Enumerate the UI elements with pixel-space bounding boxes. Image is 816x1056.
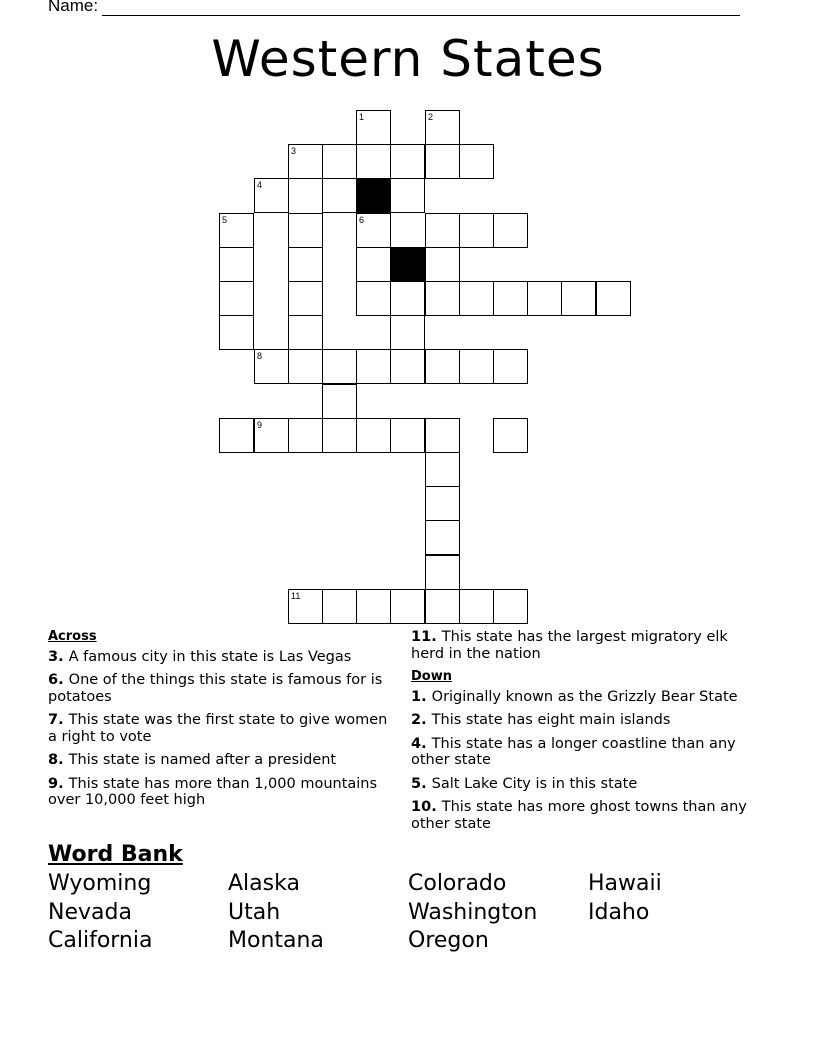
crossword-cell[interactable] (459, 213, 494, 248)
clue-across-11: 11. This state has the largest migratory elk herd in the nation (411, 629, 728, 662)
crossword-cell[interactable] (390, 281, 425, 316)
crossword-cell[interactable] (322, 384, 357, 419)
word-bank (48, 872, 768, 954)
crossword-cell[interactable] (390, 178, 425, 213)
clue-number-label: 4 (257, 180, 263, 190)
clue-number-label: 1 (359, 112, 365, 122)
clue-across-6: 6. One of the things this state is famous for is potatoes (48, 672, 383, 705)
crossword-cell[interactable] (493, 349, 528, 384)
clue-text: This state has the largest migratory elk herd in the nation (411, 629, 728, 662)
crossword-cell[interactable] (254, 178, 289, 213)
crossword-cell[interactable] (493, 589, 528, 624)
crossword-cell[interactable] (322, 178, 357, 213)
crossword-cell[interactable] (288, 589, 323, 624)
crossword-cell[interactable] (425, 589, 460, 624)
crossword-cell[interactable] (288, 247, 323, 282)
crossword-cell[interactable] (425, 213, 460, 248)
clue-number-label: 2 (428, 112, 434, 122)
crossword-cell[interactable] (356, 247, 391, 282)
crossword-cell[interactable] (254, 418, 289, 453)
clue-number: 10 (411, 799, 432, 815)
crossword-cell[interactable] (356, 589, 391, 624)
crossword-cell[interactable] (425, 486, 460, 521)
word-bank-item: Montana (228, 928, 324, 953)
crossword-cell[interactable] (254, 349, 289, 384)
crossword-cell[interactable] (561, 281, 596, 316)
word-bank-item: Idaho (588, 899, 650, 925)
clue-text: A famous city in this state is Las Vegas (68, 648, 352, 665)
crossword-cell[interactable] (288, 315, 323, 350)
crossword-cell[interactable] (288, 213, 323, 248)
crossword-cell[interactable] (356, 144, 391, 179)
crossword-cell[interactable] (356, 213, 391, 248)
crossword-cell[interactable] (390, 589, 425, 624)
crossword-cell[interactable] (219, 418, 254, 453)
crossword-cell[interactable] (390, 315, 425, 350)
crossword-cell[interactable] (219, 281, 254, 316)
crossword-cell[interactable] (425, 520, 460, 555)
crossword-cell[interactable] (425, 349, 460, 384)
crossword-cell[interactable] (356, 418, 391, 453)
crossword-cell[interactable] (322, 144, 357, 179)
crossword-cell[interactable] (425, 555, 460, 590)
crossword-cell[interactable] (356, 349, 391, 384)
clue-number-label: 9 (257, 420, 263, 430)
clue-text: This state has more ghost towns than any other state (411, 799, 747, 832)
clue-down-5: 5. Salt Lake City is in this state (411, 775, 638, 792)
clues-right-column (411, 629, 761, 839)
clue-number-label: 3 (291, 146, 297, 156)
clue-text: This state is named after a president (68, 752, 337, 768)
crossword-cell[interactable] (288, 281, 323, 316)
clue-across-7: 7. This state was the first state to give women a right to vote (48, 712, 388, 745)
word-bank-title: Word Bank (48, 842, 183, 867)
clue-number: 8 (48, 752, 59, 768)
name-blank-line[interactable] (102, 0, 740, 16)
word-bank-item: Alaska (228, 871, 300, 896)
crossword-cell[interactable] (493, 281, 528, 316)
clue-text: This state has more than 1,000 mountains over 10,000 feet high (48, 775, 378, 808)
crossword-cell[interactable] (390, 418, 425, 453)
crossword-cell[interactable] (425, 418, 460, 453)
clue-number: 9 (48, 775, 59, 792)
clue-number: 6 (48, 672, 59, 688)
clue-across-9: 9. This state has more than 1,000 mountains over 10,000 feet high (48, 775, 378, 808)
clue-text: This state was the first state to give women a right to vote (48, 712, 388, 745)
crossword-cell[interactable] (493, 418, 528, 453)
clue-number: 3 (48, 648, 59, 665)
clue-down-1: 1. Originally known as the Grizzly Bear State (411, 688, 738, 705)
crossword-cell[interactable] (459, 349, 494, 384)
crossword-cell[interactable] (459, 144, 494, 179)
word-bank-item: Utah (228, 899, 281, 925)
crossword-cell[interactable] (219, 213, 254, 248)
clue-number-label: 5 (222, 215, 228, 225)
clue-across-3: 3. A famous city in this state is Las Vegas (48, 648, 352, 665)
crossword-cell[interactable] (288, 144, 323, 179)
word-bank-item: Washington (408, 899, 538, 925)
crossword-cell[interactable] (425, 452, 460, 487)
word-bank-item: Hawaii (588, 871, 662, 896)
clue-text: One of the things this state is famous for is potatoes (48, 672, 383, 705)
clue-text: Salt Lake City is in this state (431, 775, 638, 792)
crossword-cell[interactable] (390, 349, 425, 384)
clue-number: 1 (411, 688, 422, 705)
across-heading: Across (48, 629, 97, 644)
crossword-cell[interactable] (219, 247, 254, 282)
crossword-cell[interactable] (322, 349, 357, 384)
down-heading: Down (411, 669, 452, 684)
clue-number-label: 11 (291, 591, 301, 601)
crossword-cell[interactable] (527, 281, 562, 316)
crossword-cell[interactable] (356, 281, 391, 316)
page-title: Western States (211, 30, 605, 88)
crossword-cell[interactable] (288, 418, 323, 453)
name-label: Name: (48, 0, 99, 15)
word-bank-item: Wyoming (48, 871, 152, 896)
word-bank-item: Oregon (408, 928, 489, 953)
crossword-cell[interactable] (425, 110, 460, 145)
clue-text: This state has a longer coastline than any other state (411, 735, 736, 768)
clue-down-10: 10. This state has more ghost towns than any other state (411, 799, 747, 832)
clue-text: This state has eight main islands (431, 712, 671, 728)
clue-down-4: 4. This state has a longer coastline than any other state (411, 735, 736, 768)
crossword-cell[interactable] (322, 418, 357, 453)
crossword-black-square (356, 178, 391, 213)
clue-number: 4 (411, 735, 422, 752)
clue-text: Originally known as the Grizzly Bear State (431, 688, 738, 705)
clue-number: 7 (48, 712, 59, 728)
word-bank-item: Colorado (408, 871, 507, 896)
crossword-cell[interactable] (219, 315, 254, 350)
clue-down-2: 2. This state has eight main islands (411, 712, 671, 728)
crossword-cell[interactable] (459, 589, 494, 624)
word-bank-item: California (48, 928, 153, 953)
crossword-cell[interactable] (322, 589, 357, 624)
crossword-cell[interactable] (288, 349, 323, 384)
clue-number: 11 (411, 629, 432, 645)
clue-across-8: 8. This state is named after a president (48, 752, 337, 768)
crossword-cell[interactable] (390, 144, 425, 179)
crossword-cell[interactable] (425, 144, 460, 179)
crossword-cell[interactable] (493, 213, 528, 248)
crossword-cell[interactable] (356, 110, 391, 145)
clue-number-label: 8 (257, 351, 263, 361)
crossword-cell[interactable] (425, 247, 460, 282)
clue-number-label: 6 (359, 215, 365, 225)
clue-number: 2 (411, 712, 422, 728)
crossword-cell[interactable] (425, 281, 460, 316)
clues-left-column (48, 629, 393, 816)
crossword-cell[interactable] (459, 281, 494, 316)
name-field-row (48, 0, 740, 16)
crossword-black-square (390, 247, 425, 282)
crossword-cell[interactable] (596, 281, 631, 316)
clue-number: 5 (411, 775, 422, 792)
word-bank-item: Nevada (48, 899, 132, 925)
